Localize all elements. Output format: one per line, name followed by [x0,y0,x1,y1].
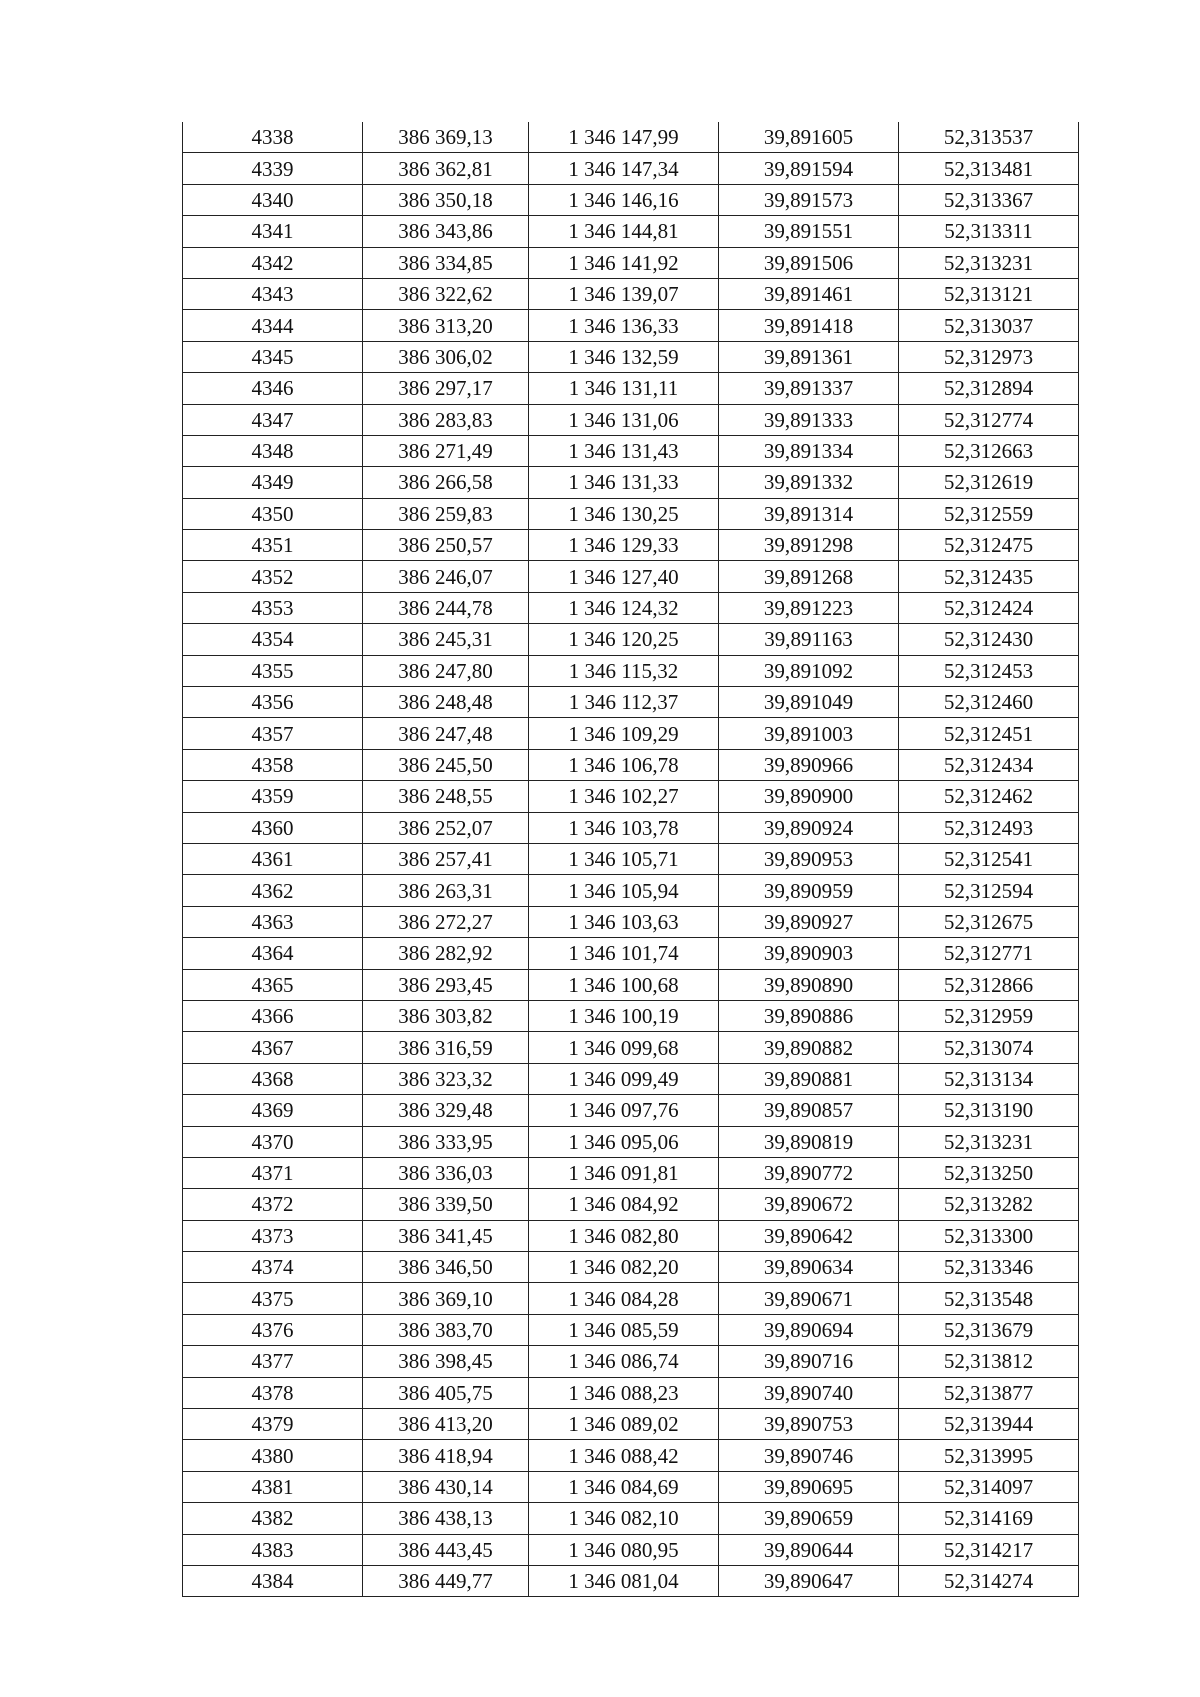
latitude-cell: 52,313190 [899,1095,1079,1126]
table-row [183,938,1079,969]
table-row [183,592,1079,623]
latitude-cell: 52,313134 [899,1063,1079,1094]
table-row [183,812,1079,843]
y-coordinate-cell: 1 346 102,27 [529,781,719,812]
longitude-cell: 39,890753 [719,1409,899,1440]
y-coordinate-cell: 1 346 084,69 [529,1471,719,1502]
x-coordinate-cell: 386 313,20 [363,310,529,341]
point-number-cell: 4344 [183,310,363,341]
longitude-cell: 39,890671 [719,1283,899,1314]
table-row [183,718,1079,749]
longitude-cell: 39,890890 [719,969,899,1000]
point-number-cell: 4366 [183,1000,363,1031]
longitude-cell: 39,890959 [719,875,899,906]
point-number-cell: 4352 [183,561,363,592]
longitude-cell: 39,891551 [719,216,899,247]
table-row [183,1409,1079,1440]
y-coordinate-cell: 1 346 081,04 [529,1565,719,1596]
latitude-cell: 52,313311 [899,216,1079,247]
longitude-cell: 39,891573 [719,184,899,215]
table-row [183,749,1079,780]
y-coordinate-cell: 1 346 099,68 [529,1032,719,1063]
x-coordinate-cell: 386 250,57 [363,530,529,561]
latitude-cell: 52,312451 [899,718,1079,749]
table-row [183,624,1079,655]
y-coordinate-cell: 1 346 080,95 [529,1534,719,1565]
table-row [183,404,1079,435]
longitude-cell: 39,890740 [719,1377,899,1408]
x-coordinate-cell: 386 245,31 [363,624,529,655]
longitude-cell: 39,891337 [719,373,899,404]
point-number-cell: 4364 [183,938,363,969]
point-number-cell: 4338 [183,122,363,153]
y-coordinate-cell: 1 346 105,94 [529,875,719,906]
longitude-cell: 39,891298 [719,530,899,561]
coordinates-table-body [183,122,1079,1597]
point-number-cell: 4369 [183,1095,363,1126]
point-number-cell: 4359 [183,781,363,812]
point-number-cell: 4363 [183,906,363,937]
point-number-cell: 4367 [183,1032,363,1063]
point-number-cell: 4378 [183,1377,363,1408]
table-row [183,1346,1079,1377]
x-coordinate-cell: 386 283,83 [363,404,529,435]
point-number-cell: 4356 [183,687,363,718]
latitude-cell: 52,312594 [899,875,1079,906]
table-row [183,1220,1079,1251]
y-coordinate-cell: 1 346 091,81 [529,1157,719,1188]
table-row [183,1503,1079,1534]
point-number-cell: 4360 [183,812,363,843]
table-row [183,498,1079,529]
point-number-cell: 4350 [183,498,363,529]
point-number-cell: 4381 [183,1471,363,1502]
latitude-cell: 52,312541 [899,843,1079,874]
x-coordinate-cell: 386 263,31 [363,875,529,906]
x-coordinate-cell: 386 316,59 [363,1032,529,1063]
point-number-cell: 4379 [183,1409,363,1440]
coordinates-table [182,122,1079,1597]
y-coordinate-cell: 1 346 146,16 [529,184,719,215]
table-row [183,843,1079,874]
longitude-cell: 39,891314 [719,498,899,529]
longitude-cell: 39,891461 [719,278,899,309]
y-coordinate-cell: 1 346 106,78 [529,749,719,780]
y-coordinate-cell: 1 346 109,29 [529,718,719,749]
x-coordinate-cell: 386 244,78 [363,592,529,623]
y-coordinate-cell: 1 346 136,33 [529,310,719,341]
table-row [183,153,1079,184]
latitude-cell: 52,314169 [899,1503,1079,1534]
x-coordinate-cell: 386 246,07 [363,561,529,592]
x-coordinate-cell: 386 247,80 [363,655,529,686]
y-coordinate-cell: 1 346 130,25 [529,498,719,529]
latitude-cell: 52,312771 [899,938,1079,969]
x-coordinate-cell: 386 247,48 [363,718,529,749]
latitude-cell: 52,314217 [899,1534,1079,1565]
table-row [183,687,1079,718]
x-coordinate-cell: 386 248,55 [363,781,529,812]
latitude-cell: 52,313679 [899,1314,1079,1345]
table-row [183,310,1079,341]
y-coordinate-cell: 1 346 084,92 [529,1189,719,1220]
y-coordinate-cell: 1 346 127,40 [529,561,719,592]
latitude-cell: 52,313231 [899,247,1079,278]
point-number-cell: 4345 [183,341,363,372]
table-row [183,1126,1079,1157]
y-coordinate-cell: 1 346 103,78 [529,812,719,843]
x-coordinate-cell: 386 271,49 [363,435,529,466]
point-number-cell: 4368 [183,1063,363,1094]
y-coordinate-cell: 1 346 132,59 [529,341,719,372]
longitude-cell: 39,890882 [719,1032,899,1063]
point-number-cell: 4348 [183,435,363,466]
longitude-cell: 39,890659 [719,1503,899,1534]
table-row [183,561,1079,592]
point-number-cell: 4375 [183,1283,363,1314]
point-number-cell: 4355 [183,655,363,686]
longitude-cell: 39,891506 [719,247,899,278]
table-row [183,184,1079,215]
y-coordinate-cell: 1 346 144,81 [529,216,719,247]
latitude-cell: 52,312435 [899,561,1079,592]
y-coordinate-cell: 1 346 131,43 [529,435,719,466]
latitude-cell: 52,313121 [899,278,1079,309]
table-row [183,1283,1079,1314]
longitude-cell: 39,891332 [719,467,899,498]
longitude-cell: 39,891223 [719,592,899,623]
point-number-cell: 4351 [183,530,363,561]
longitude-cell: 39,890716 [719,1346,899,1377]
y-coordinate-cell: 1 346 131,06 [529,404,719,435]
y-coordinate-cell: 1 346 105,71 [529,843,719,874]
point-number-cell: 4347 [183,404,363,435]
point-number-cell: 4340 [183,184,363,215]
longitude-cell: 39,890900 [719,781,899,812]
x-coordinate-cell: 386 341,45 [363,1220,529,1251]
x-coordinate-cell: 386 334,85 [363,247,529,278]
y-coordinate-cell: 1 346 089,02 [529,1409,719,1440]
x-coordinate-cell: 386 306,02 [363,341,529,372]
y-coordinate-cell: 1 346 097,76 [529,1095,719,1126]
table-row [183,969,1079,1000]
latitude-cell: 52,313231 [899,1126,1079,1157]
point-number-cell: 4374 [183,1252,363,1283]
x-coordinate-cell: 386 369,13 [363,122,529,153]
longitude-cell: 39,890694 [719,1314,899,1345]
longitude-cell: 39,890857 [719,1095,899,1126]
y-coordinate-cell: 1 346 085,59 [529,1314,719,1345]
point-number-cell: 4357 [183,718,363,749]
latitude-cell: 52,312430 [899,624,1079,655]
latitude-cell: 52,313548 [899,1283,1079,1314]
longitude-cell: 39,890903 [719,938,899,969]
point-number-cell: 4358 [183,749,363,780]
y-coordinate-cell: 1 346 120,25 [529,624,719,655]
latitude-cell: 52,313995 [899,1440,1079,1471]
longitude-cell: 39,890953 [719,843,899,874]
table-row [183,1032,1079,1063]
x-coordinate-cell: 386 297,17 [363,373,529,404]
point-number-cell: 4361 [183,843,363,874]
latitude-cell: 52,312424 [899,592,1079,623]
latitude-cell: 52,312894 [899,373,1079,404]
x-coordinate-cell: 386 438,13 [363,1503,529,1534]
table-row [183,781,1079,812]
table-row [183,435,1079,466]
longitude-cell: 39,891003 [719,718,899,749]
table-row [183,1252,1079,1283]
table-row [183,122,1079,153]
longitude-cell: 39,890695 [719,1471,899,1502]
y-coordinate-cell: 1 346 131,33 [529,467,719,498]
y-coordinate-cell: 1 346 088,42 [529,1440,719,1471]
point-number-cell: 4376 [183,1314,363,1345]
x-coordinate-cell: 386 343,86 [363,216,529,247]
longitude-cell: 39,890642 [719,1220,899,1251]
longitude-cell: 39,890819 [719,1126,899,1157]
table-row [183,1314,1079,1345]
longitude-cell: 39,890672 [719,1189,899,1220]
longitude-cell: 39,891605 [719,122,899,153]
x-coordinate-cell: 386 339,50 [363,1189,529,1220]
table-row [183,1157,1079,1188]
y-coordinate-cell: 1 346 129,33 [529,530,719,561]
longitude-cell: 39,890886 [719,1000,899,1031]
longitude-cell: 39,891268 [719,561,899,592]
point-number-cell: 4339 [183,153,363,184]
longitude-cell: 39,890881 [719,1063,899,1094]
x-coordinate-cell: 386 259,83 [363,498,529,529]
y-coordinate-cell: 1 346 131,11 [529,373,719,404]
table-row [183,875,1079,906]
x-coordinate-cell: 386 405,75 [363,1377,529,1408]
point-number-cell: 4365 [183,969,363,1000]
x-coordinate-cell: 386 443,45 [363,1534,529,1565]
x-coordinate-cell: 386 303,82 [363,1000,529,1031]
longitude-cell: 39,891334 [719,435,899,466]
y-coordinate-cell: 1 346 139,07 [529,278,719,309]
longitude-cell: 39,891049 [719,687,899,718]
x-coordinate-cell: 386 252,07 [363,812,529,843]
y-coordinate-cell: 1 346 124,32 [529,592,719,623]
longitude-cell: 39,891418 [719,310,899,341]
point-number-cell: 4383 [183,1534,363,1565]
x-coordinate-cell: 386 430,14 [363,1471,529,1502]
longitude-cell: 39,890634 [719,1252,899,1283]
y-coordinate-cell: 1 346 147,34 [529,153,719,184]
y-coordinate-cell: 1 346 112,37 [529,687,719,718]
x-coordinate-cell: 386 266,58 [363,467,529,498]
table-row [183,1377,1079,1408]
point-number-cell: 4371 [183,1157,363,1188]
latitude-cell: 52,313250 [899,1157,1079,1188]
latitude-cell: 52,312462 [899,781,1079,812]
x-coordinate-cell: 386 418,94 [363,1440,529,1471]
table-row [183,467,1079,498]
table-row [183,278,1079,309]
point-number-cell: 4346 [183,373,363,404]
x-coordinate-cell: 386 413,20 [363,1409,529,1440]
table-row [183,1063,1079,1094]
point-number-cell: 4382 [183,1503,363,1534]
latitude-cell: 52,312493 [899,812,1079,843]
table-row [183,216,1079,247]
point-number-cell: 4384 [183,1565,363,1596]
latitude-cell: 52,313944 [899,1409,1079,1440]
latitude-cell: 52,312475 [899,530,1079,561]
y-coordinate-cell: 1 346 095,06 [529,1126,719,1157]
table-row [183,1440,1079,1471]
point-number-cell: 4349 [183,467,363,498]
latitude-cell: 52,313346 [899,1252,1079,1283]
latitude-cell: 52,313481 [899,153,1079,184]
point-number-cell: 4343 [183,278,363,309]
longitude-cell: 39,890647 [719,1565,899,1596]
point-number-cell: 4377 [183,1346,363,1377]
point-number-cell: 4341 [183,216,363,247]
x-coordinate-cell: 386 333,95 [363,1126,529,1157]
point-number-cell: 4362 [183,875,363,906]
x-coordinate-cell: 386 282,92 [363,938,529,969]
table-row [183,341,1079,372]
table-row [183,530,1079,561]
y-coordinate-cell: 1 346 084,28 [529,1283,719,1314]
point-number-cell: 4342 [183,247,363,278]
latitude-cell: 52,312460 [899,687,1079,718]
longitude-cell: 39,890927 [719,906,899,937]
y-coordinate-cell: 1 346 101,74 [529,938,719,969]
latitude-cell: 52,313367 [899,184,1079,215]
longitude-cell: 39,890644 [719,1534,899,1565]
table-row [183,1000,1079,1031]
x-coordinate-cell: 386 336,03 [363,1157,529,1188]
latitude-cell: 52,312559 [899,498,1079,529]
table-row [183,1095,1079,1126]
y-coordinate-cell: 1 346 082,20 [529,1252,719,1283]
longitude-cell: 39,890966 [719,749,899,780]
document-page [182,122,1078,1597]
latitude-cell: 52,312959 [899,1000,1079,1031]
y-coordinate-cell: 1 346 141,92 [529,247,719,278]
point-number-cell: 4370 [183,1126,363,1157]
longitude-cell: 39,891333 [719,404,899,435]
y-coordinate-cell: 1 346 099,49 [529,1063,719,1094]
table-row [183,1565,1079,1596]
point-number-cell: 4353 [183,592,363,623]
x-coordinate-cell: 386 323,32 [363,1063,529,1094]
latitude-cell: 52,314097 [899,1471,1079,1502]
x-coordinate-cell: 386 383,70 [363,1314,529,1345]
y-coordinate-cell: 1 346 115,32 [529,655,719,686]
x-coordinate-cell: 386 322,62 [363,278,529,309]
y-coordinate-cell: 1 346 082,10 [529,1503,719,1534]
x-coordinate-cell: 386 350,18 [363,184,529,215]
x-coordinate-cell: 386 329,48 [363,1095,529,1126]
latitude-cell: 52,313877 [899,1377,1079,1408]
y-coordinate-cell: 1 346 088,23 [529,1377,719,1408]
table-row [183,1534,1079,1565]
x-coordinate-cell: 386 245,50 [363,749,529,780]
x-coordinate-cell: 386 362,81 [363,153,529,184]
latitude-cell: 52,313537 [899,122,1079,153]
x-coordinate-cell: 386 248,48 [363,687,529,718]
latitude-cell: 52,312663 [899,435,1079,466]
longitude-cell: 39,891163 [719,624,899,655]
point-number-cell: 4354 [183,624,363,655]
x-coordinate-cell: 386 449,77 [363,1565,529,1596]
y-coordinate-cell: 1 346 082,80 [529,1220,719,1251]
y-coordinate-cell: 1 346 103,63 [529,906,719,937]
longitude-cell: 39,891361 [719,341,899,372]
longitude-cell: 39,891594 [719,153,899,184]
point-number-cell: 4373 [183,1220,363,1251]
x-coordinate-cell: 386 369,10 [363,1283,529,1314]
x-coordinate-cell: 386 398,45 [363,1346,529,1377]
longitude-cell: 39,891092 [719,655,899,686]
x-coordinate-cell: 386 257,41 [363,843,529,874]
x-coordinate-cell: 386 293,45 [363,969,529,1000]
table-row [183,906,1079,937]
table-row [183,1189,1079,1220]
longitude-cell: 39,890924 [719,812,899,843]
longitude-cell: 39,890746 [719,1440,899,1471]
y-coordinate-cell: 1 346 100,19 [529,1000,719,1031]
latitude-cell: 52,312434 [899,749,1079,780]
x-coordinate-cell: 386 272,27 [363,906,529,937]
latitude-cell: 52,312619 [899,467,1079,498]
longitude-cell: 39,890772 [719,1157,899,1188]
latitude-cell: 52,313074 [899,1032,1079,1063]
y-coordinate-cell: 1 346 147,99 [529,122,719,153]
y-coordinate-cell: 1 346 100,68 [529,969,719,1000]
latitude-cell: 52,312866 [899,969,1079,1000]
latitude-cell: 52,313282 [899,1189,1079,1220]
table-row [183,1471,1079,1502]
point-number-cell: 4380 [183,1440,363,1471]
latitude-cell: 52,314274 [899,1565,1079,1596]
table-row [183,373,1079,404]
latitude-cell: 52,312973 [899,341,1079,372]
point-number-cell: 4372 [183,1189,363,1220]
y-coordinate-cell: 1 346 086,74 [529,1346,719,1377]
latitude-cell: 52,313300 [899,1220,1079,1251]
latitude-cell: 52,313812 [899,1346,1079,1377]
table-row [183,247,1079,278]
x-coordinate-cell: 386 346,50 [363,1252,529,1283]
latitude-cell: 52,312675 [899,906,1079,937]
latitude-cell: 52,312453 [899,655,1079,686]
latitude-cell: 52,312774 [899,404,1079,435]
latitude-cell: 52,313037 [899,310,1079,341]
table-row [183,655,1079,686]
